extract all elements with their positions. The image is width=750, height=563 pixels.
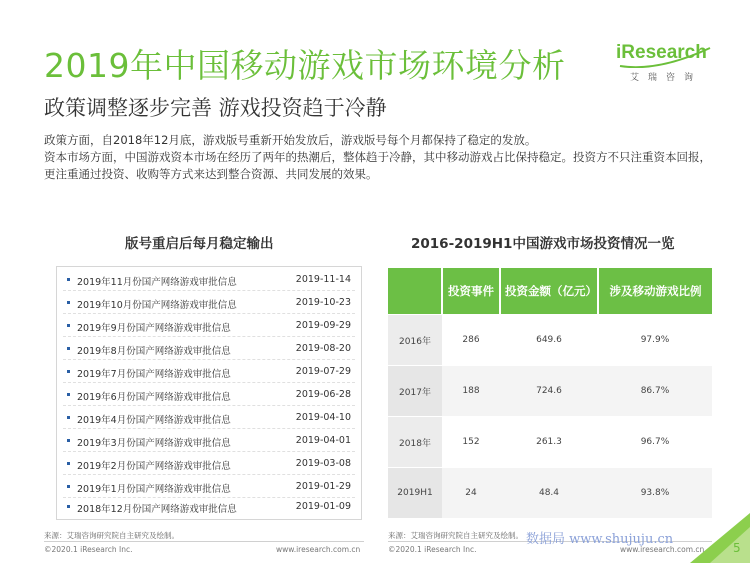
- bullet-icon: [67, 393, 70, 396]
- table-cell-events: 188: [442, 366, 500, 417]
- table-row: [388, 315, 712, 366]
- list-item-date: 2019-11-14: [295, 274, 351, 285]
- list-item[interactable]: [63, 293, 355, 314]
- table-cell-year: 2016年: [388, 315, 442, 366]
- list-item-date: 2019-01-29: [295, 481, 351, 492]
- logo-text: iResearch: [616, 42, 707, 63]
- table-header-events: 投资事件: [442, 268, 500, 315]
- table-cell-events: 24: [442, 468, 500, 519]
- table-cell-events: 286: [442, 315, 500, 366]
- list-item[interactable]: [63, 316, 355, 337]
- logo-subtext: 艾瑞咨询: [630, 73, 703, 83]
- list-item-name[interactable]: 2019年10月份国产网络游戏审批信息: [77, 300, 237, 311]
- footer-url-left[interactable]: www.iresearch.com.cn: [276, 545, 361, 554]
- list-item-name[interactable]: 2019年3月份国产网络游戏审批信息: [77, 438, 231, 449]
- investment-table: [388, 268, 712, 518]
- corner-decoration-icon: [690, 513, 750, 563]
- list-item[interactable]: [63, 431, 355, 452]
- table-cell-ratio: 86.7%: [598, 366, 712, 417]
- bullet-icon: [67, 439, 70, 442]
- list-item[interactable]: [63, 454, 355, 475]
- table-cell-amount: 724.6: [500, 366, 598, 417]
- list-item[interactable]: [63, 362, 355, 383]
- list-item[interactable]: [63, 408, 355, 429]
- intro-line-1: 政策方面，自2018年12月底，游戏版号重新开始发放后，游戏版号每个月都保持了稳定的发放。: [44, 133, 537, 147]
- list-item-name[interactable]: 2019年9月份国产网络游戏审批信息: [77, 323, 231, 334]
- table-row: [388, 366, 712, 417]
- left-source-note: 来源：艾瑞咨询研究院自主研究及绘制。: [44, 531, 179, 540]
- page-subtitle: 政策调整逐步完善 游戏投资趋于冷静: [44, 96, 387, 120]
- list-item[interactable]: [63, 270, 355, 291]
- table-header-amount: 投资金额（亿元）: [500, 268, 598, 315]
- list-item-name[interactable]: 2019年4月份国产网络游戏审批信息: [77, 415, 231, 426]
- list-item-name[interactable]: 2019年6月份国产网络游戏审批信息: [77, 392, 231, 403]
- list-item-date: 2019-07-29: [295, 366, 351, 377]
- list-item-name[interactable]: 2019年7月份国产网络游戏审批信息: [77, 369, 231, 380]
- list-item-name[interactable]: 2019年11月份国产网络游戏审批信息: [77, 277, 237, 288]
- list-item-date: 2019-04-01: [295, 435, 351, 446]
- bullet-icon: [67, 505, 70, 508]
- list-item-date: 2019-08-20: [295, 343, 351, 354]
- list-item-date: 2019-03-08: [295, 458, 351, 469]
- list-item-name[interactable]: 2019年8月份国产网络游戏审批信息: [77, 346, 231, 357]
- table-cell-amount: 649.6: [500, 315, 598, 366]
- watermark: 数据局 www.shujuju.cn: [526, 532, 674, 547]
- bullet-icon: [67, 462, 70, 465]
- bullet-icon: [67, 324, 70, 327]
- footer-copyright-right: ©2020.1 iResearch Inc.: [388, 545, 477, 554]
- page-number: 5: [733, 541, 741, 555]
- list-item-date: 2019-01-09: [295, 501, 351, 512]
- table-cell-year: 2018年: [388, 417, 442, 468]
- list-item-date: 2019-10-23: [295, 297, 351, 308]
- table-header-corner: [388, 268, 442, 315]
- table-header-mobile-ratio: 涉及移动游戏比例: [598, 268, 712, 315]
- bullet-icon: [67, 416, 70, 419]
- list-item[interactable]: [63, 385, 355, 406]
- list-item[interactable]: [63, 339, 355, 360]
- list-item[interactable]: [63, 497, 355, 517]
- page-title: 2019年中国移动游戏市场环境分析: [44, 46, 566, 85]
- table-row: [388, 468, 712, 519]
- table-cell-amount: 261.3: [500, 417, 598, 468]
- table-header-row: [388, 268, 712, 315]
- iresearch-logo: [616, 42, 710, 86]
- bullet-icon: [67, 485, 70, 488]
- list-item-name[interactable]: 2019年2月份国产网络游戏审批信息: [77, 461, 231, 472]
- table-cell-year: 2017年: [388, 366, 442, 417]
- logo-swoosh-icon: [618, 42, 712, 68]
- table-cell-year: 2019H1: [388, 468, 442, 519]
- bullet-icon: [67, 370, 70, 373]
- intro-text: [44, 132, 714, 183]
- list-item-name[interactable]: 2019年1月份国产网络游戏审批信息: [77, 484, 231, 495]
- footer-divider-left: [44, 541, 364, 542]
- list-item-name[interactable]: 2018年12月份国产网络游戏审批信息: [77, 504, 237, 515]
- right-source-note: 来源：艾瑞咨询研究院自主研究及绘制。: [388, 531, 523, 540]
- table-cell-amount: 48.4: [500, 468, 598, 519]
- bullet-icon: [67, 301, 70, 304]
- investment-table-title: 2016-2019H1中国游戏市场投资情况一览: [411, 236, 675, 252]
- table-row: [388, 417, 712, 468]
- list-item-date: 2019-09-29: [295, 320, 351, 331]
- table-cell-ratio: 93.8%: [598, 468, 712, 519]
- table-cell-ratio: 96.7%: [598, 417, 712, 468]
- intro-line-2: 资本市场方面，中国游戏资本市场在经历了两年的热潮后，整体趋于冷静，其中移动游戏占比保持稳定。投资方不只注重资本回报，更注重通过投资、收购等方式来达到整合资源、共同发展的效果。: [44, 150, 711, 181]
- table-cell-ratio: 97.9%: [598, 315, 712, 366]
- bullet-icon: [67, 278, 70, 281]
- list-item-date: 2019-04-10: [295, 412, 351, 423]
- bullet-icon: [67, 347, 70, 350]
- footer-url-right[interactable]: www.iresearch.com.cn: [620, 545, 705, 554]
- list-item-date: 2019-06-28: [295, 389, 351, 400]
- table-cell-events: 152: [442, 417, 500, 468]
- license-list-title: 版号重启后每月稳定输出: [125, 236, 274, 252]
- footer-copyright-left: ©2020.1 iResearch Inc.: [44, 545, 133, 554]
- license-list: [56, 266, 362, 520]
- list-item[interactable]: [63, 477, 355, 498]
